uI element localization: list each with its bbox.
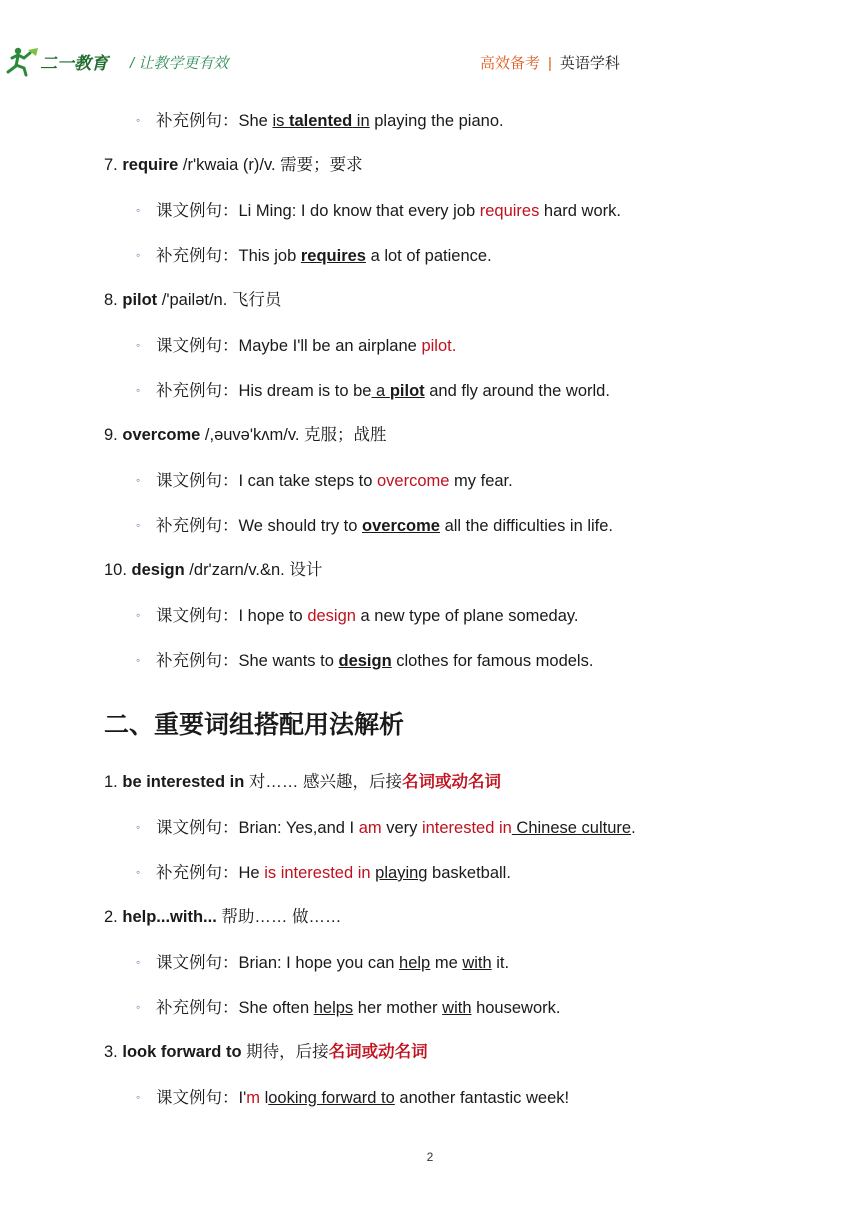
page-header bbox=[0, 40, 860, 84]
key-word: requires bbox=[300, 247, 366, 265]
highlight-text: design bbox=[307, 607, 356, 625]
header-right bbox=[480, 52, 620, 73]
example-text: 课文例句：Brian: I hope you can bbox=[156, 954, 400, 972]
section-heading: 二、重要词组搭配用法解析 bbox=[104, 710, 405, 739]
logo bbox=[4, 44, 114, 78]
underlined-text: is bbox=[272, 112, 289, 130]
bullet-icon: ◦ bbox=[136, 608, 141, 622]
entry-definition: /,əuvə'kʌm/v. 克服；战胜 bbox=[200, 426, 387, 444]
underlined-text: Chinese culture bbox=[511, 819, 632, 837]
underlined-text: help bbox=[399, 954, 431, 972]
phrase-entry-look-forward-to bbox=[104, 1041, 428, 1063]
example-text: it. bbox=[491, 954, 510, 972]
underlined-text: in bbox=[352, 112, 370, 130]
phrase-entry-be-interested-in bbox=[104, 771, 501, 793]
entry-number: 10. bbox=[104, 561, 132, 579]
bullet-icon: ◦ bbox=[136, 518, 141, 532]
key-word: talented bbox=[288, 112, 353, 130]
vocab-entry-require bbox=[104, 154, 363, 176]
entry-word: overcome bbox=[122, 426, 201, 444]
example-line bbox=[136, 334, 456, 357]
example-text: 课文例句：Brian: Yes,and I bbox=[156, 819, 359, 837]
entry-number: 1. bbox=[104, 773, 123, 791]
example-text: 课文例句：I' bbox=[156, 1089, 247, 1107]
logo-text: 二一教育 bbox=[40, 54, 108, 74]
entry-definition: /'pailət/n. 飞行员 bbox=[157, 291, 282, 309]
example-text: a new type of plane someday. bbox=[355, 607, 579, 625]
example-line bbox=[136, 649, 593, 672]
example-line bbox=[136, 469, 513, 492]
example-line bbox=[136, 199, 621, 222]
entry-number: 3. bbox=[104, 1043, 123, 1061]
entry-definition: /dr'zarn/v.&n. 设计 bbox=[184, 561, 323, 579]
page-number: 2 bbox=[426, 1150, 434, 1164]
example-text: very bbox=[381, 819, 422, 837]
entry-word: be interested in bbox=[122, 773, 245, 791]
example-text: 课文例句：I hope to bbox=[156, 607, 308, 625]
example-line bbox=[136, 379, 610, 402]
entry-definition: /r'kwaia (r)/v. 需要；要求 bbox=[178, 156, 363, 174]
example-text: basketball. bbox=[427, 864, 511, 882]
bullet-icon: ◦ bbox=[136, 653, 141, 667]
example-line bbox=[136, 861, 511, 884]
slogan: / 让教学更有效 bbox=[130, 55, 229, 72]
example-text: 课文例句：I can take steps to bbox=[156, 472, 377, 490]
example-text: her mother bbox=[353, 999, 443, 1017]
bullet-icon: ◦ bbox=[136, 820, 141, 834]
highlight-text: interested in bbox=[421, 819, 512, 837]
example-line bbox=[136, 604, 579, 627]
entry-definition: 期待，后接 bbox=[241, 1043, 329, 1061]
vocab-entry-pilot bbox=[104, 289, 281, 311]
entry-number: 2. bbox=[104, 908, 123, 926]
example-text: 课文例句：Li Ming: I do know that every job bbox=[156, 202, 480, 220]
header-subject: 英语学科 bbox=[559, 55, 620, 72]
example-text: 补充例句：His dream is to be bbox=[156, 382, 372, 400]
entry-note: 名词或动名词 bbox=[328, 1043, 428, 1061]
highlight-text: overcome bbox=[377, 472, 450, 490]
entry-word: help...with... bbox=[122, 908, 217, 926]
entry-definition: 帮助…… 做…… bbox=[216, 908, 342, 926]
entry-word: require bbox=[122, 156, 179, 174]
underlined-text: helps bbox=[313, 999, 354, 1017]
example-line bbox=[136, 109, 504, 132]
highlight-text: m bbox=[246, 1089, 260, 1107]
example-text: my fear. bbox=[449, 472, 513, 490]
example-text: playing the piano. bbox=[369, 112, 504, 130]
highlight-text: pilot. bbox=[421, 337, 457, 355]
example-text: another fantastic week! bbox=[394, 1089, 570, 1107]
entry-number: 7. bbox=[104, 156, 123, 174]
example-text: clothes for famous models. bbox=[391, 652, 594, 670]
example-line bbox=[136, 951, 509, 974]
example-text: all the difficulties in life. bbox=[439, 517, 614, 535]
key-word: overcome bbox=[362, 517, 440, 535]
highlight-text: am bbox=[358, 819, 382, 837]
bullet-icon: ◦ bbox=[136, 338, 141, 352]
entry-note: 名词或动名词 bbox=[401, 773, 501, 791]
example-text: hard work. bbox=[539, 202, 621, 220]
header-accent: 高效备考 bbox=[480, 55, 541, 72]
entry-word: design bbox=[131, 561, 185, 579]
bullet-icon: ◦ bbox=[136, 1090, 141, 1104]
example-text: 补充例句：She often bbox=[156, 999, 314, 1017]
example-line bbox=[136, 244, 492, 267]
entry-number: 9. bbox=[104, 426, 123, 444]
bullet-icon: ◦ bbox=[136, 383, 141, 397]
example-text: 课文例句：Maybe I'll be an airplane bbox=[156, 337, 422, 355]
underlined-text: playing bbox=[375, 864, 428, 882]
example-text: 补充例句：He bbox=[156, 864, 265, 882]
example-text: a lot of patience. bbox=[365, 247, 492, 265]
header-separator: | bbox=[548, 55, 552, 72]
entry-definition: 对…… 感兴趣，后接 bbox=[244, 773, 402, 791]
bullet-icon: ◦ bbox=[136, 865, 141, 879]
underlined-text: with bbox=[462, 954, 492, 972]
highlight-text: requires bbox=[479, 202, 540, 220]
key-word: design bbox=[338, 652, 392, 670]
bullet-icon: ◦ bbox=[136, 955, 141, 969]
entry-word: look forward to bbox=[122, 1043, 242, 1061]
entry-number: 8. bbox=[104, 291, 123, 309]
example-line bbox=[136, 816, 636, 839]
example-text: and fly around the world. bbox=[424, 382, 610, 400]
example-text: 补充例句：She bbox=[156, 112, 273, 130]
example-text: housework. bbox=[471, 999, 561, 1017]
example-text: 补充例句：She wants to bbox=[156, 652, 339, 670]
bullet-icon: ◦ bbox=[136, 203, 141, 217]
example-text: l bbox=[259, 1089, 269, 1107]
example-text: 补充例句：We should try to bbox=[156, 517, 363, 535]
vocab-entry-design bbox=[104, 559, 322, 581]
underlined-text: a bbox=[371, 382, 390, 400]
highlight-text: is interested in bbox=[264, 864, 371, 882]
vocab-entry-overcome bbox=[104, 424, 387, 446]
example-line bbox=[136, 996, 560, 1019]
example-line bbox=[136, 1086, 569, 1109]
bullet-icon: ◦ bbox=[136, 248, 141, 262]
bullet-icon: ◦ bbox=[136, 473, 141, 487]
entry-word: pilot bbox=[122, 291, 158, 309]
key-word: pilot bbox=[389, 382, 425, 400]
runner-icon bbox=[8, 48, 38, 75]
example-text: 补充例句：This job bbox=[156, 247, 301, 265]
underlined-text: ooking forward to bbox=[268, 1089, 395, 1107]
bullet-icon: ◦ bbox=[136, 1000, 141, 1014]
bullet-icon: ◦ bbox=[136, 113, 141, 127]
example-text: . bbox=[631, 819, 636, 837]
example-line bbox=[136, 514, 613, 537]
underlined-text: with bbox=[442, 999, 472, 1017]
example-text: me bbox=[430, 954, 463, 972]
phrase-entry-help-with bbox=[104, 906, 341, 928]
